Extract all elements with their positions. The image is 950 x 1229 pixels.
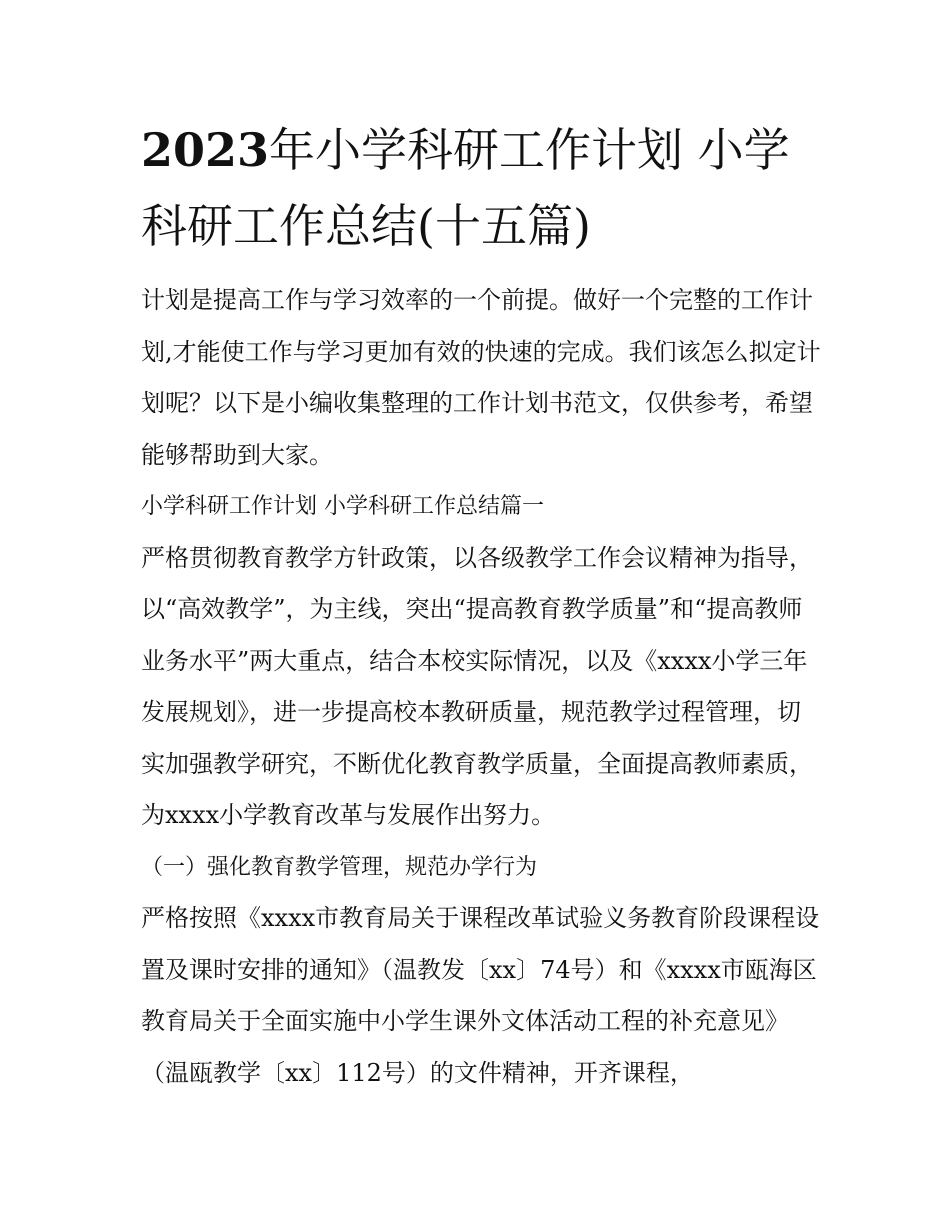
intro-paragraph: 计划是提高工作与学习效率的一个前提。做好一个完整的工作计划,才能使工作与学习更加有效的快速的完成。我们该怎么拟定计划呢？以下是小编收集整理的工作计划书范文，仅供参考，希望能够帮助到大家。 — [141, 286, 821, 469]
body-paragraph: 严格按照《xxxx市教育局关于课程改革试验义务教育阶段课程设置及课时安排的通知》（温教发〔xx〕74号）和《xxxx市瓯海区教育局关于全面实施中小学生课外文体活动工程的补充意见》（温瓯教学〔xx〕112号）的文件精神，开齐课程， — [141, 904, 820, 1087]
document-body — [141, 275, 821, 1099]
subsection-heading: （一）强化教育教学管理，规范办学行为 — [141, 854, 538, 880]
document-title — [141, 112, 821, 264]
section-heading: 小学科研工作计划 小学科研工作总结篇一 — [141, 494, 544, 519]
title-text: 年小学科研工作计划 小学科研工作总结(十五篇) — [141, 123, 790, 253]
title-year: 2023 — [141, 123, 270, 177]
body-paragraph: 严格贯彻教育教学方针政策，以各级教学工作会议精神为指导，以“高效教学”，为主线，突出“提高教育教学质量”和“提高教师业务水平”两大重点，结合本校实际情况，以及《xxxx小学三年发展规划》，进一步提高校本教研质量，规范教学过程管理，切实加强教学研究，不断优化教育教学质量，全面提高教师素质，为xxxx小学教育改革与发展作出努力。 — [141, 543, 813, 829]
